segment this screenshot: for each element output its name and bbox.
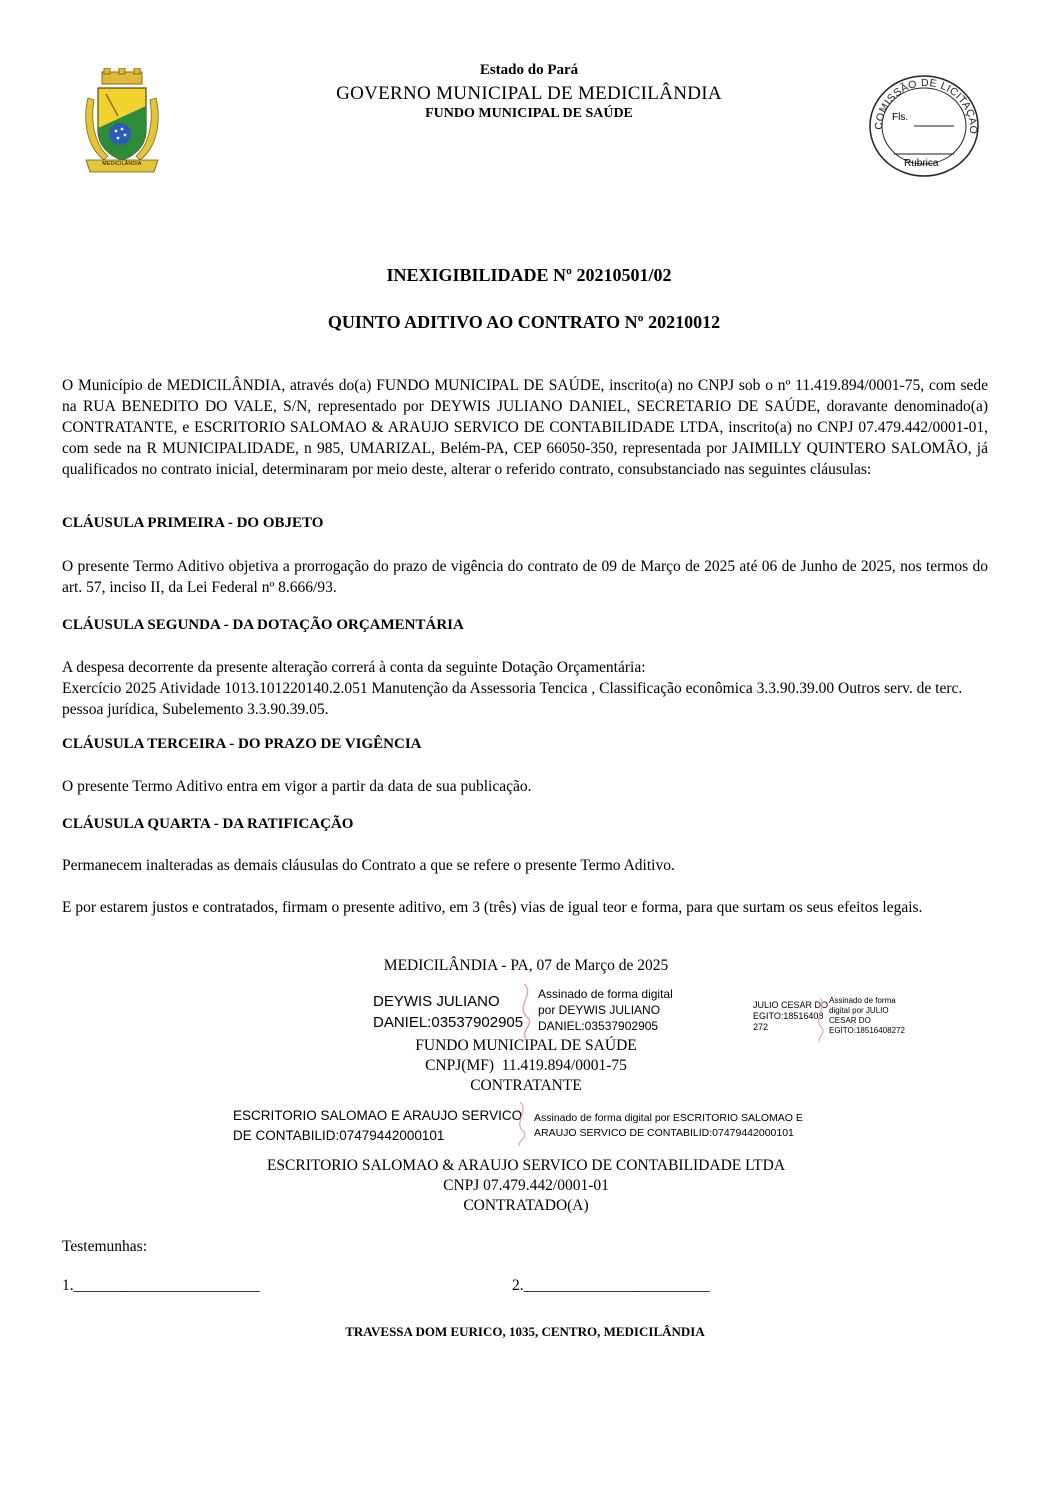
signature-2-mark [508,1100,534,1153]
signature-2-digital-line1: Assinado de forma digital por ESCRITORIO SALOMAO E [534,1112,803,1124]
intro-paragraph: O Município de MEDICILÂNDIA, através do(a) FUNDO MUNICIPAL DE SAÚDE, inscrito(a) no CNPJ sob o nº 11.419.894/0001-75, com sede na RUA BENEDITO DO VALE, S/N, representado por DEYWIS JULIANO DANIEL, SECRETARIO DE SAÚDE, doravante denominado(a) CONTRATANTE, e ESCRITORIO SALOMAO & ARAUJO SERVICO DE CONTABILIDADE LTDA, inscrito(a) no CNPJ 07.479.442/0001-01, com sede na R MUNICIPALIDADE, n 985, UMARIZAL, Belém-PA, CEP 66050-350, representada por JAIMILLY QUINTERO SALOMÃO, já qualificados no contrato inicial, determinaram por meio deste, alterar o referido contrato, consubstanciado nas seguintes cláusulas: [62,377,988,478]
signature-julio-digital-line2: digital por JULIO [829,1006,889,1015]
signature-2-name [233,1106,522,1146]
contratante-cnpj: CNPJ(MF) 11.419.894/0001-75 [425,1057,627,1074]
witness-2-line: 2.________________________ [512,1277,710,1294]
closing-paragraph: E por estarem justos e contratados, firmam o presente aditivo, em 3 (três) vias de igual teor e forma, para que surtam os seus efeitos legais. [62,899,923,916]
clause-1-text: O presente Termo Aditivo objetiva a prorrogação do prazo de vigência do contrato de 09 de Março de 2025 até 06 de Junho de 2025, nos termos do art. 57, inciso II, da Lei Federal nº 8.666/93. [62,558,988,596]
stamp-fls-label: Fls. [892,112,909,123]
signature-2-digital-line2: ARAUJO SERVICO DE CONTABILID:07479442000101 [534,1127,794,1139]
signature-1-name [373,991,523,1033]
signature-2-name-line2: DE CONTABILID:07479442000101 [233,1128,445,1143]
clause-1-heading: CLÁUSULA PRIMEIRA - DO OBJETO [62,515,324,531]
clause-4-text: Permanecem inalteradas as demais cláusulas do Contrato a que se refere o presente Termo Aditivo. [62,857,675,874]
signature-1-digital-line1: Assinado de forma digital [538,987,673,1001]
contratado-block [0,1156,1052,1216]
stamp-rubrica-label: Rubrica [904,158,939,169]
contratante-block [0,1036,1052,1096]
title-aditivo: QUINTO ADITIVO AO CONTRATO Nº 20210012 [327,312,721,332]
header-fund: FUNDO MUNICIPAL DE SAÚDE [425,106,633,121]
witnesses-label: Testemunhas: [62,1238,148,1255]
signature-julio-name-line2: EGITO:18516408 [753,1011,824,1021]
clause-2-text-2: Exercício 2025 Atividade 1013.101220140.2.051 Manutenção da Assessoria Tencica , Classificação econômica 3.3.90.39.00 Outros serv. de terc. pessoa jurídica, Subelemento 3.3.90.39.05. [62,680,963,718]
signature-julio-name-line1: JULIO CESAR DO [753,1000,829,1010]
signature-1-digital-line2: por DEYWIS JULIANO [538,1003,661,1017]
contratado-role: CONTRATADO(A) [463,1197,589,1214]
signature-julio-digital-line1: Assinado de forma [829,996,896,1005]
signature-julio-name-line3: 272 [753,1022,769,1032]
date-line: MEDICILÂNDIA - PA, 07 de Março de 2025 [383,957,669,974]
licitacao-stamp [866,72,982,178]
signature-julio-digital-line4: EGITO:18516408272 [829,1026,905,1035]
signature-julio-digital-line3: CESAR DO [829,1016,871,1025]
footer-address: TRAVESSA DOM EURICO, 1035, CENTRO, MEDICILÂNDIA [345,1324,705,1339]
clause-3-heading: CLÁUSULA TERCEIRA - DO PRAZO DE VIGÊNCIA [62,736,422,752]
clause-4-heading: CLÁUSULA QUARTA - DA RATIFICAÇÃO [62,816,354,832]
contratante-role: CONTRATANTE [470,1077,582,1094]
signature-1-digital-line3: DANIEL:03537902905 [538,1019,659,1033]
signature-1-digital [538,986,673,1034]
contratante-name: FUNDO MUNICIPAL DE SAÚDE [415,1037,637,1054]
coat-of-arms-banner-text: MEDICILÂNDIA [102,161,142,167]
signature-julio-digital [829,996,905,1036]
clause-3-text: O presente Termo Aditivo entra em vigor a partir da data de sua publicação. [62,778,532,795]
header-government: GOVERNO MUNICIPAL DE MEDICILÂNDIA [336,83,722,104]
clause-2-heading: CLÁUSULA SEGUNDA - DA DOTAÇÃO ORÇAMENTÁRIA [62,617,464,633]
witness-1-line: 1.________________________ [62,1277,260,1294]
signature-2-digital [534,1111,803,1141]
signature-2-name-line1: ESCRITORIO SALOMAO E ARAUJO SERVICO [233,1108,523,1123]
header-state: Estado do Pará [479,62,579,78]
signature-1-name-line1: DEYWIS JULIANO [373,993,500,1010]
contratado-cnpj: CNPJ 07.479.442/0001-01 [443,1177,609,1194]
signature-1-name-line2: DANIEL:03537902905 [373,1014,524,1031]
title-inexigibilidade: INEXIGIBILIDADE Nº 20210501/02 [386,265,672,285]
clause-2-text: A despesa decorrente da presente alteração correrá à conta da seguinte Dotação Orçamentária: [62,659,646,676]
contratado-name: ESCRITORIO SALOMAO & ARAUJO SERVICO DE CONTABILIDADE LTDA [266,1157,786,1174]
stamp-ring-text: COMISSÃO DE LICITAÇÃO [872,76,980,135]
